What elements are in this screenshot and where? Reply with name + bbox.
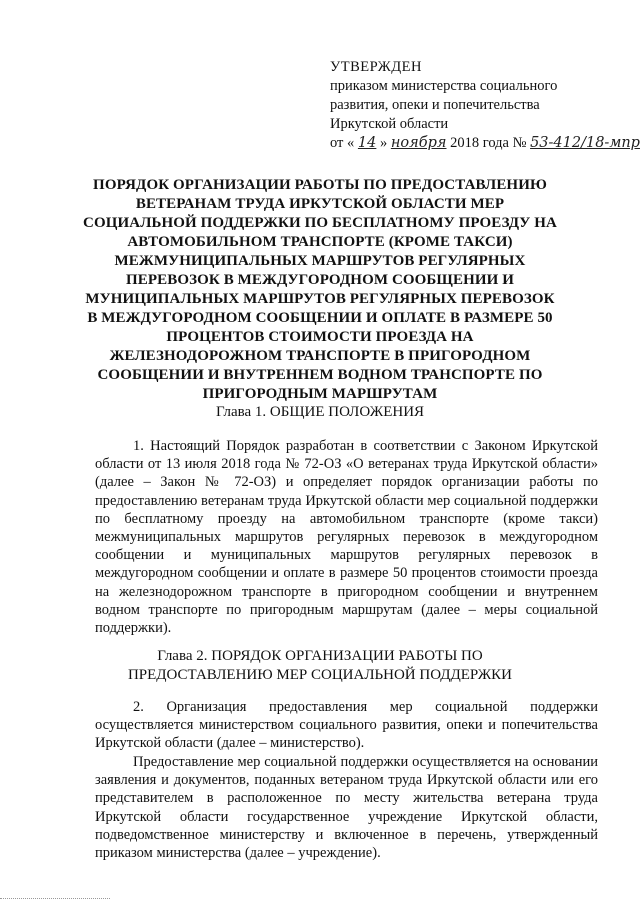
date-day: 14 bbox=[357, 135, 377, 151]
approval-line-3: Иркутской области bbox=[330, 116, 449, 132]
date-mid: » bbox=[379, 135, 388, 151]
document-title: ПОРЯДОК ОРГАНИЗАЦИИ РАБОТЫ ПО ПРЕДОСТАВЛЕНИЮ ВЕТЕРАНАМ ТРУДА ИРКУТСКОЙ ОБЛАСТИ МЕР СОЦИАЛЬНОЙ ПОДДЕРЖКИ ПО БЕСПЛАТНОМУ ПРОЕЗДУ НА АВТОМОБИЛЬНОМ ТРАНСПОРТЕ (КРОМЕ ТАКСИ) МЕЖМУНИЦИПАЛЬНЫХ МАРШРУТОВ РЕГУЛЯРНЫХ ПЕРЕВОЗОК В МЕЖДУГОРОДНОМ СООБЩЕНИИ И МУНИЦИПАЛЬНЫХ МАРШРУТОВ РЕГУЛЯРНЫХ ПЕРЕВОЗОК В МЕЖДУГОРОДНОМ СООБЩЕНИИ И ОПЛАТЕ В РАЗМЕРЕ 50 ПРОЦЕНТОВ СТОИМОСТИ ПРОЕЗДА НА ЖЕЛЕЗНОДОРОЖНОМ ТРАНСПОРТЕ В ПРИГОРОДНОМ СООБЩЕНИИ И ВНУТРЕННЕМ ВОДНОМ ТРАНСПОРТЕ ПО ПРИГОРОДНЫМ МАРШРУТАМ bbox=[83, 177, 557, 402]
chapter-2-heading bbox=[80, 647, 560, 685]
chapter-2-heading-line-1: Глава 2. ПОРЯДОК ОРГАНИЗАЦИИ РАБОТЫ ПО bbox=[157, 648, 483, 664]
approval-date-line bbox=[330, 134, 640, 153]
chapter-1-heading: Глава 1. ОБЩИЕ ПОЛОЖЕНИЯ bbox=[215, 404, 425, 420]
approval-line-1: приказом министерства социального bbox=[330, 78, 558, 94]
footer-divider bbox=[0, 898, 110, 899]
date-prefix: от « bbox=[330, 135, 355, 151]
chapter-2-heading-line-2: ПРЕДОСТАВЛЕНИЮ МЕР СОЦИАЛЬНОЙ ПОДДЕРЖКИ bbox=[127, 667, 513, 683]
date-month: ноября bbox=[390, 135, 447, 151]
paragraph-3: Предоставление мер социальной поддержки осуществляется на основании заявления и документов, поданных ветераном труда Иркутской области или его представителем в расположенное по месту жительства ветерана труда Иркутской области государственное учреждение Иркутской области, подведомственное министерству и включенное в перечень, утвержденный приказом министерства (далее – учреждение). bbox=[95, 754, 598, 862]
approval-title: УТВЕРЖДЕН bbox=[330, 59, 422, 75]
order-number: 53-412/18-мпр bbox=[530, 135, 640, 151]
paragraph-1: 1. Настоящий Порядок разработан в соответствии с Законом Иркутской области от 13 июля 2018 года № 72-ОЗ «О ветеранах труда Иркутской области» (далее – Закон № 72-ОЗ) и определяет порядок организации работы по предоставлению ветеранам труда Иркутской области мер социальной поддержки по бесплатному проезду на автомобильном транспорте (кроме такси) межмуниципальных маршрутов регулярных перевозок в междугородном сообщении и муниципальных маршрутов регулярных перевозок в междугородном сообщении и оплате в размере 50 процентов стоимости проезда на железнодорожном транспорте в пригородном сообщении и внутреннем водном транспорте по пригородным маршрутам (далее – меры социальной поддержки). bbox=[95, 438, 598, 637]
approval-line-2: развития, опеки и попечительства bbox=[330, 97, 540, 113]
date-year: 2018 года № bbox=[450, 135, 527, 151]
approval-block bbox=[330, 58, 640, 153]
paragraph-2: 2. Организация предоставления мер социальной поддержки осуществляется министерством социального развития, опеки и попечительства Иркутской области (далее – министерство). bbox=[95, 699, 598, 752]
